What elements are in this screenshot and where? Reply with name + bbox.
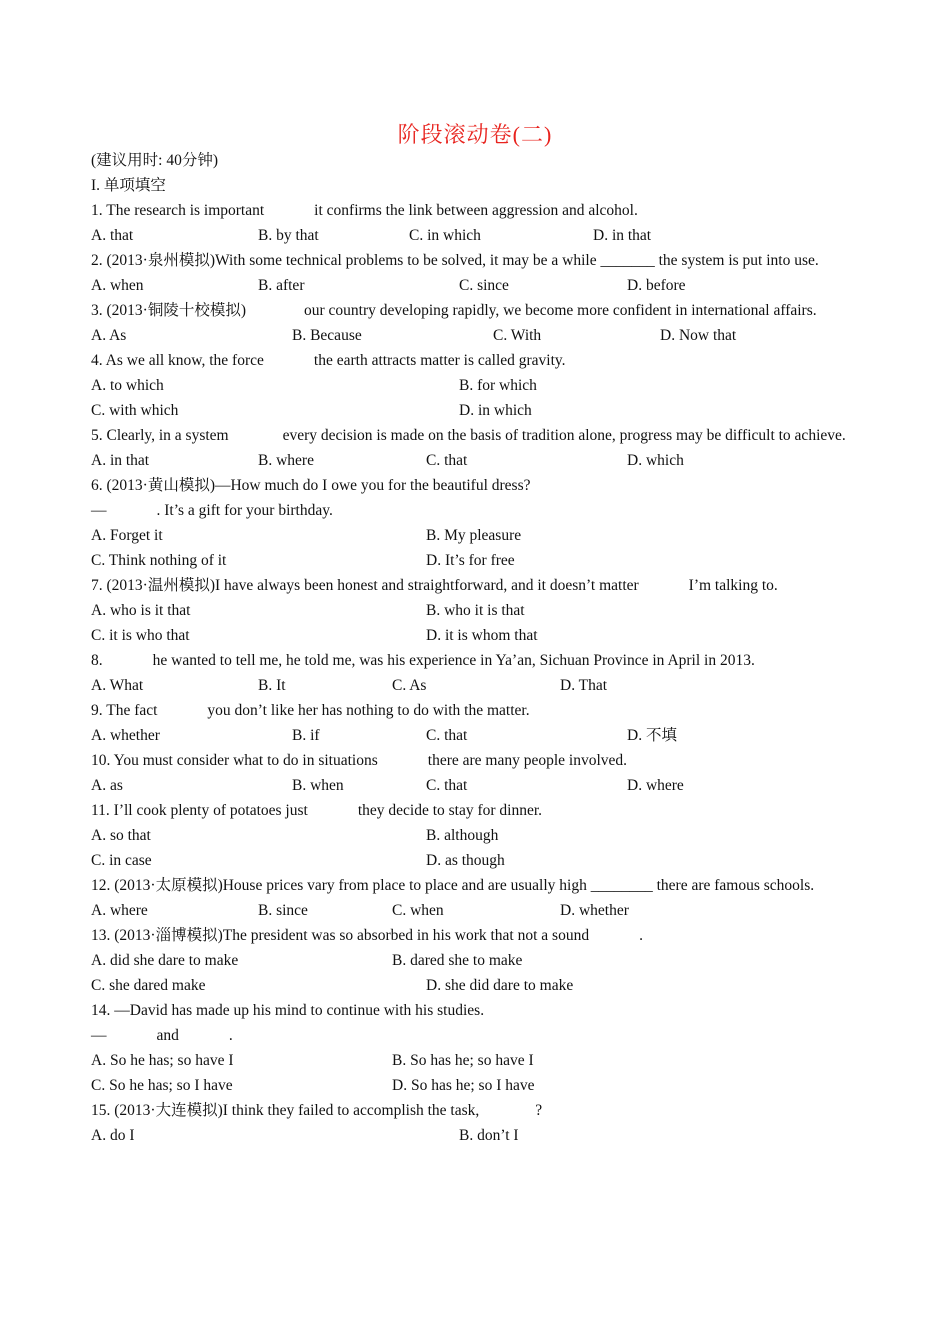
question-text: 13. (2013·淄博模拟)The president was so absorbed in his work that not a sound [91, 927, 590, 944]
question-6: 6. (2013·黄山模拟)—How much do I owe you for the beautiful dress? [91, 477, 531, 494]
option-d: D. So has he; so I have [392, 1077, 535, 1094]
option-a: A. as [91, 777, 123, 794]
question-11 [91, 798, 858, 823]
question-15 [91, 1098, 858, 1123]
question-10-options [91, 773, 858, 798]
option-c: C. that [426, 727, 468, 744]
option-c: C. that [426, 452, 468, 469]
option-d: D. It’s for free [426, 552, 515, 569]
option-b: B. My pleasure [426, 527, 522, 544]
question-14-options [91, 1048, 858, 1073]
option-a: A. whether [91, 727, 160, 744]
question-1-options [91, 223, 858, 248]
question-5-options [91, 448, 858, 473]
option-a: A. to which [91, 377, 164, 394]
option-b: B. where [258, 452, 314, 469]
question-4-options [91, 373, 858, 398]
question-text: 8. [91, 652, 103, 669]
question-15-options [91, 1123, 858, 1148]
option-b: B. who it is that [426, 602, 525, 619]
question-12-options [91, 898, 858, 923]
question-text: — [91, 1027, 107, 1044]
question-9-options [91, 723, 858, 748]
option-d: D. where [627, 777, 684, 794]
option-c: C. With [493, 327, 542, 344]
option-d: D. it is whom that [426, 627, 538, 644]
question-9 [91, 698, 858, 723]
option-d: D. in that [593, 227, 652, 244]
option-b: B. after [258, 277, 305, 294]
question-6-options [91, 548, 858, 573]
question-text: — [91, 502, 107, 519]
option-b: B. for which [459, 377, 537, 394]
option-d: D. as though [426, 852, 505, 869]
option-a: A. where [91, 902, 148, 919]
option-c: C. So he has; so I have [91, 1077, 233, 1094]
option-a: A. so that [91, 827, 151, 844]
option-b: B. It [258, 677, 286, 694]
option-b: B. when [292, 777, 344, 794]
question-text: he wanted to tell me, he told me, was his experience in Ya’an, Sichuan Province in April in 2013. [152, 652, 755, 669]
question-14: 14. —David has made up his mind to continue with his studies. [91, 1002, 485, 1019]
question-text: 15. (2013·大连模拟)I think they failed to accomplish the task, [91, 1102, 480, 1119]
option-a: A. when [91, 277, 144, 294]
option-d: D. in which [459, 402, 532, 419]
question-text: it confirms the link between aggression and alcohol. [314, 202, 638, 219]
option-a: A. As [91, 327, 127, 344]
option-b: B. So has he; so have I [392, 1052, 534, 1069]
option-b: B. although [426, 827, 499, 844]
time-note: (建议用时: 40分钟) [91, 152, 219, 169]
option-c: C. with which [91, 402, 179, 419]
option-a: A. What [91, 677, 144, 694]
question-7-options [91, 598, 858, 623]
question-14-options [91, 1073, 858, 1098]
question-7 [91, 573, 858, 598]
question-11-options [91, 848, 858, 873]
question-text: 11. I’ll cook plenty of potatoes just [91, 802, 308, 819]
option-a: A. in that [91, 452, 150, 469]
question-11-options [91, 823, 858, 848]
option-a: A. So he has; so have I [91, 1052, 234, 1069]
question-7-options [91, 623, 858, 648]
question-14-reply [91, 1023, 858, 1048]
option-b: B. Because [292, 327, 362, 344]
option-c: C. Think nothing of it [91, 552, 227, 569]
question-5 [91, 423, 858, 448]
option-c: C. it is who that [91, 627, 190, 644]
option-d: D. she did dare to make [426, 977, 574, 994]
question-text: you don’t like her has nothing to do with the matter. [207, 702, 530, 719]
option-a: A. did she dare to make [91, 952, 239, 969]
option-a: A. that [91, 227, 134, 244]
option-a: A. who is it that [91, 602, 191, 619]
question-text: 1. The research is important [91, 202, 265, 219]
question-text: . [639, 927, 643, 944]
question-8 [91, 648, 858, 673]
question-text: ? [535, 1102, 543, 1119]
question-2: 2. (2013·泉州模拟)With some technical problems to be solved, it may be a while _______ the system is put into use. [91, 252, 819, 269]
question-text: there are many people involved. [427, 752, 628, 769]
option-b: B. if [292, 727, 320, 744]
question-13 [91, 923, 858, 948]
option-b: B. by that [258, 227, 319, 244]
question-10 [91, 748, 858, 773]
question-text: . It’s a gift for your birthday. [156, 502, 333, 519]
page-title: 阶段滚动卷(二) [397, 122, 553, 147]
question-text: 3. (2013·铜陵十校模拟) [91, 302, 246, 319]
question-text: every decision is made on the basis of tradition alone, progress may be difficult to achieve. [282, 427, 846, 444]
question-text: . [228, 1027, 233, 1044]
question-text: they decide to stay for dinner. [357, 802, 543, 819]
option-c: C. when [392, 902, 444, 919]
option-a: A. do I [91, 1127, 135, 1144]
option-b: B. dared she to make [392, 952, 523, 969]
question-6-options [91, 523, 858, 548]
exam-content [91, 148, 858, 1148]
option-d: D. which [627, 452, 684, 469]
question-text: and [156, 1027, 179, 1044]
option-a: A. Forget it [91, 527, 163, 544]
question-3-options [91, 323, 858, 348]
question-text: 7. (2013·温州模拟)I have always been honest and straightforward, and it doesn’t matter [91, 577, 639, 594]
option-c: C. As [392, 677, 427, 694]
question-13-options [91, 948, 858, 973]
question-text: I’m talking to. [688, 577, 778, 594]
question-text: 5. Clearly, in a system [91, 427, 229, 444]
option-d: D. 不填 [627, 727, 677, 744]
question-4-options [91, 398, 858, 423]
question-text: 10. You must consider what to do in situations [91, 752, 378, 769]
option-d: D. whether [560, 902, 629, 919]
question-8-options [91, 673, 858, 698]
option-c: C. she dared make [91, 977, 206, 994]
question-6-reply [91, 498, 858, 523]
question-2-options [91, 273, 858, 298]
option-c: C. that [426, 777, 468, 794]
option-d: D. before [627, 277, 686, 294]
question-text: our country developing rapidly, we become more confident in international affairs. [304, 302, 817, 319]
question-text: 9. The fact [91, 702, 158, 719]
option-b: B. don’t I [459, 1127, 519, 1144]
question-3 [91, 298, 858, 323]
question-13-options [91, 973, 858, 998]
option-c: C. in which [409, 227, 481, 244]
option-d: D. Now that [660, 327, 737, 344]
option-c: C. in case [91, 852, 152, 869]
option-d: D. That [560, 677, 608, 694]
section-heading: I. 单项填空 [91, 177, 166, 194]
question-12: 12. (2013·太原模拟)House prices vary from place to place and are usually high ________ there are famous schools. [91, 877, 815, 894]
question-1 [91, 198, 858, 223]
option-b: B. since [258, 902, 308, 919]
option-c: C. since [459, 277, 509, 294]
question-text: 4. As we all know, the force [91, 352, 264, 369]
question-4 [91, 348, 858, 373]
question-text: the earth attracts matter is called gravity. [313, 352, 566, 369]
